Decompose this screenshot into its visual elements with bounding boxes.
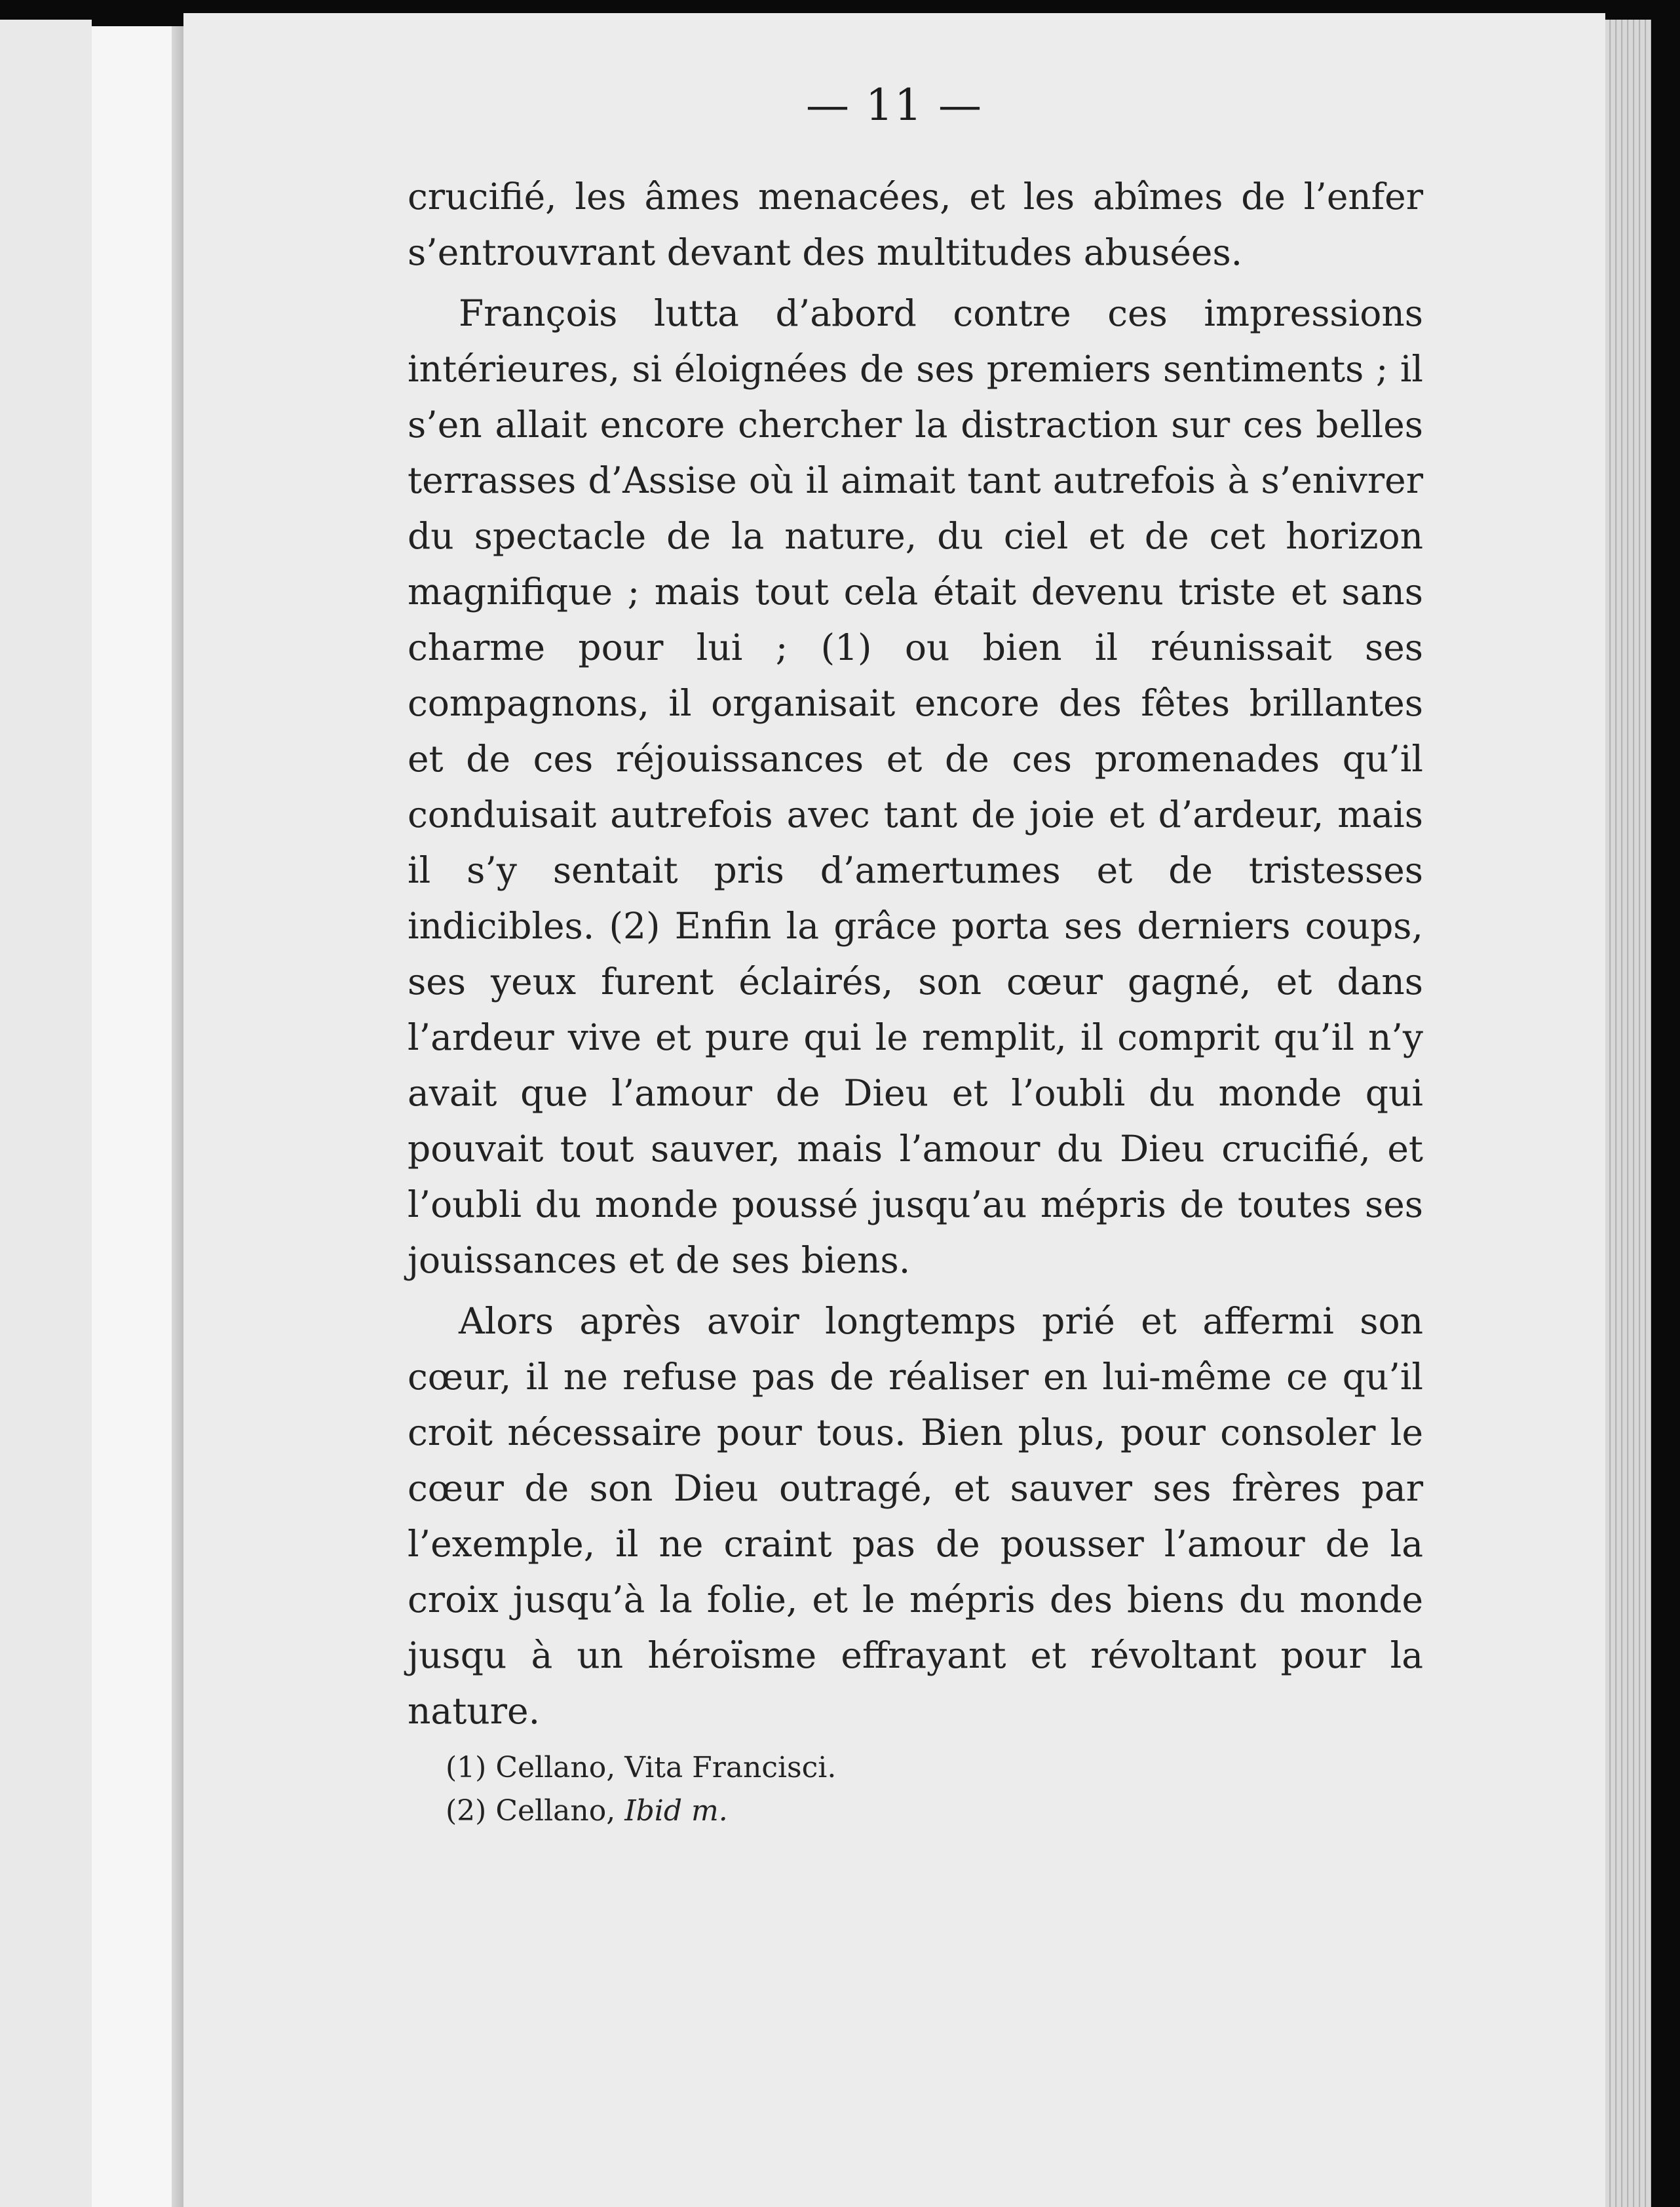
footnote-marker: (2): [446, 1794, 487, 1828]
body-text: [408, 169, 1423, 1739]
footnote-italic-text: Ibid m.: [624, 1794, 728, 1828]
page-number: — 11 —: [806, 80, 983, 130]
footnotes: [446, 1746, 1396, 1833]
paragraph: Alors après avoir longtemps prié et affermi son cœur, il ne refuse pas de réaliser en lui-même ce qu’il croit nécessaire pour tous. Bien plus, pour consoler le cœur de son Dieu outragé, et sauver ses frères par l’exemple, il ne craint pas de pousser l’amour de la croix jusqu’à la folie, et le mépris des biens du monde jusqu à un héroïsme effrayant et révoltant pour la nature.: [408, 1300, 1423, 1732]
footnote-marker: (1): [446, 1751, 487, 1784]
paragraph: François lutta d’abord contre ces impressions intérieures, si éloignées de ses premiers sentiments ; il s’en allait encore chercher la distraction sur ces belles terrasses d’Assise où il aimait tant autrefois à s’enivrer du spectacle de la nature, du ciel et de cet horizon magnifique ; mais tout cela était devenu triste et sans charme pour lui ; (1) ou bien il réunissait ses compagnons, il organisait encore des fêtes brillantes et de ces réjouissances et de ces promenades qu’il conduisait autrefois avec tant de joie et d’ardeur, mais il s’y sentait pris d’amertumes et de tristesses indicibles. (2) Enfin la grâce porta ses derniers coups, ses yeux furent éclairés, son cœur gagné, et dans l’ardeur vive et pure qui le remplit, il comprit qu’il n’y avait que l’amour de Dieu et l’oubli du monde qui pouvait tout sauver, mais l’amour du Dieu crucifié, et l’oubli du monde poussé jusqu’au mépris de toutes ses jouissances et de ses biens.: [408, 292, 1423, 1281]
page-stack-edges: [1605, 20, 1651, 2207]
gutter-shadow: [172, 26, 183, 2207]
footnote-text: Cellano, Vita Francisci.: [495, 1751, 837, 1784]
page-gutter: [92, 26, 183, 2207]
paragraph-continuation: crucifié, les âmes menacées, et les abîmes de l’enfer s’entrouvrant devant des multitudes abusées.: [408, 176, 1423, 273]
footnote-text: Cellano,: [495, 1794, 616, 1828]
footnote-1: [446, 1746, 1396, 1790]
footnote-2: [446, 1790, 1396, 1833]
facing-page-edge: [0, 20, 92, 2207]
